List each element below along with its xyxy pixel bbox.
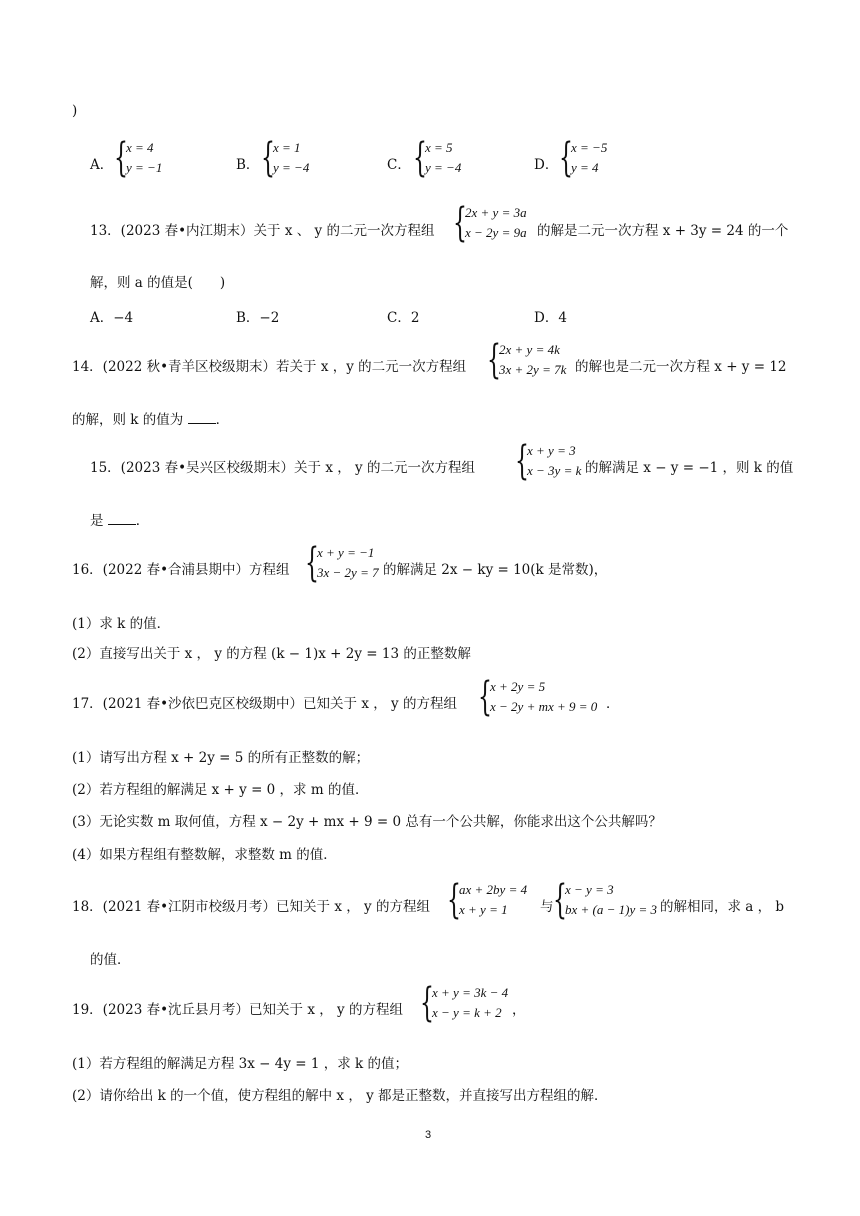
equation: bx + (a − 1)y = 3 xyxy=(565,902,658,917)
equation: y = −1 xyxy=(126,160,163,175)
q12-option-a-label: A． xyxy=(90,157,114,173)
q19-subquestion-1: (1）若方程组的解满足方程 3x − 4y = 1 ，求 k 的值； xyxy=(72,1056,408,1072)
q17-subquestion-3: (3）无论实数 m 取何值，方程 x − 2y + mx + 9 = 0 总有一个公共解，你能求出这个公共解吗？ xyxy=(72,814,662,830)
equation: x + y = −1 xyxy=(317,545,375,560)
q14-stem: 14．(2022 秋•青羊区校级期末）若关于 x ，y 的二元一次方程组 xyxy=(72,359,467,375)
q17-subquestion-2: (2）若方程组的解满足 x + y = 0 ，求 m 的值． xyxy=(72,782,369,798)
equation: x = 1 xyxy=(273,140,301,155)
q12-option-c-label: C． xyxy=(387,157,411,173)
q13-stem-suffix: 的解是二元一次方程 x + 3y = 24 的一个 xyxy=(537,223,789,239)
q15-system: { x + y = 3 x − 3y = k xyxy=(515,438,582,484)
q18-stem-suffix: 的解相同，求 a ， b xyxy=(660,899,785,915)
q17-subquestion-4: (4）如果方程组有整数解，求整数 m 的值． xyxy=(72,847,337,863)
q17-stem-suffix: ． xyxy=(606,696,620,712)
equation: y = −4 xyxy=(425,160,462,175)
equation: x − y = k + 2 xyxy=(432,1005,502,1020)
q14-line2-text: 的解，则 k 的值为 xyxy=(72,412,188,428)
q13-stem-line2: 解，则 a 的值是( ) xyxy=(90,275,226,291)
q14-stem-suffix: 的解也是二元一次方程 x + y = 12 xyxy=(575,359,787,375)
equation: x + 2y = 5 xyxy=(490,679,546,694)
q17-subquestion-1: (1）请写出方程 x + 2y = 5 的所有正整数的解； xyxy=(72,750,370,766)
answer-blank[interactable] xyxy=(108,512,136,525)
equation: x = 4 xyxy=(126,140,154,155)
q17-stem: 17．(2021 春•沙依巴克区校级期中）已知关于 x ， y 的方程组 xyxy=(72,696,457,712)
q16-subquestion-2: (2）直接写出关于 x ， y 的方程 (k − 1)x + 2y = 13 的正整数解 xyxy=(72,646,471,662)
q15-stem-suffix: 的解满足 x − y = −1 ，则 k 的值 xyxy=(585,460,794,476)
equation: x + y = 1 xyxy=(459,902,508,917)
q18-stem: 18．(2021 春•江阴市校级月考）已知关于 x ， y 的方程组 xyxy=(72,899,430,915)
equation: ax + 2by = 4 xyxy=(459,882,528,897)
q12-option-d-label: D． xyxy=(534,157,559,173)
equation: 2x + y = 4k xyxy=(499,342,560,357)
equation: x − 3y = k xyxy=(527,463,582,478)
q18-system-1: { ax + 2by = 4 x + y = 1 xyxy=(447,877,528,923)
equation: y = 4 xyxy=(571,160,599,175)
equation: x + y = 3 xyxy=(527,443,576,458)
q13-stem: 13．(2023 春•内江期末）关于 x 、 y 的二元一次方程组 xyxy=(90,223,435,239)
equation: x − 2y = 9a xyxy=(465,225,527,240)
q14-stem-line2 xyxy=(72,408,229,428)
q12-option-d-system: { x = −5 y = 4 xyxy=(559,135,608,181)
equation: 2x + y = 3a xyxy=(465,205,527,220)
q16-subquestion-1: (1）求 k 的值． xyxy=(72,616,171,632)
q19-system: { x + y = 3k − 4 x − y = k + 2 xyxy=(420,980,509,1026)
q15-stem: 15．(2023 春•吴兴区校级期末）关于 x ， y 的二元一次方程组 xyxy=(90,460,475,476)
equation: x − 2y + mx + 9 = 0 xyxy=(490,699,598,714)
question-12-close-paren: ) xyxy=(72,103,78,119)
equation: x + y = 3k − 4 xyxy=(432,985,509,1000)
q15-line2-end: ． xyxy=(135,513,150,529)
q12-option-a-system: { x = 4 y = −1 xyxy=(114,135,163,181)
q13-system: { 2x + y = 3a x − 2y = 9a xyxy=(453,200,527,246)
q13-option-b: B．−2 xyxy=(236,310,280,326)
q19-subquestion-2: (2）请你给出 k 的一个值，使方程组的解中 x ， y 都是正整数，并直接写出方程组的解． xyxy=(72,1088,608,1104)
q13-option-a: A．−4 xyxy=(90,310,134,326)
q12-option-b-system: { x = 1 y = −4 xyxy=(261,135,310,181)
q18-stem-line2: 的值． xyxy=(90,952,131,968)
q12-option-c-system: { x = 5 y = −4 xyxy=(413,135,462,181)
q18-system-2: { x − y = 3 bx + (a − 1)y = 3 xyxy=(553,877,658,923)
q13-option-d: D．4 xyxy=(534,310,567,326)
q15-line2-text: 是 xyxy=(90,513,108,529)
q14-system: { 2x + y = 4k 3x + 2y = 7k xyxy=(487,337,567,383)
q16-system: { x + y = −1 3x − 2y = 7 xyxy=(305,540,379,586)
equation: x = −5 xyxy=(571,140,608,155)
q19-stem: 19．(2023 春•沈丘县月考）已知关于 x ， y 的方程组 xyxy=(72,1002,403,1018)
q17-system: { x + 2y = 5 x − 2y + mx + 9 = 0 xyxy=(478,674,598,720)
q18-connector: 与 xyxy=(540,899,554,915)
q16-stem: 16．(2022 春•合浦县期中）方程组 xyxy=(72,562,290,578)
q12-option-b-label: B． xyxy=(236,157,260,173)
page-number: 3 xyxy=(425,1129,432,1141)
q15-stem-line2 xyxy=(90,509,149,529)
q13-option-c: C．2 xyxy=(387,310,420,326)
equation: 3x − 2y = 7 xyxy=(317,565,379,580)
equation: x = 5 xyxy=(425,140,453,155)
q16-stem-suffix: 的解满足 2x − ky = 10(k 是常数)， xyxy=(383,562,608,578)
answer-blank[interactable] xyxy=(188,411,216,424)
equation: y = −4 xyxy=(273,160,310,175)
q14-line2-end: ． xyxy=(215,412,230,428)
q19-stem-suffix: ， xyxy=(512,1002,526,1018)
equation: 3x + 2y = 7k xyxy=(499,362,567,377)
equation: x − y = 3 xyxy=(565,882,614,897)
